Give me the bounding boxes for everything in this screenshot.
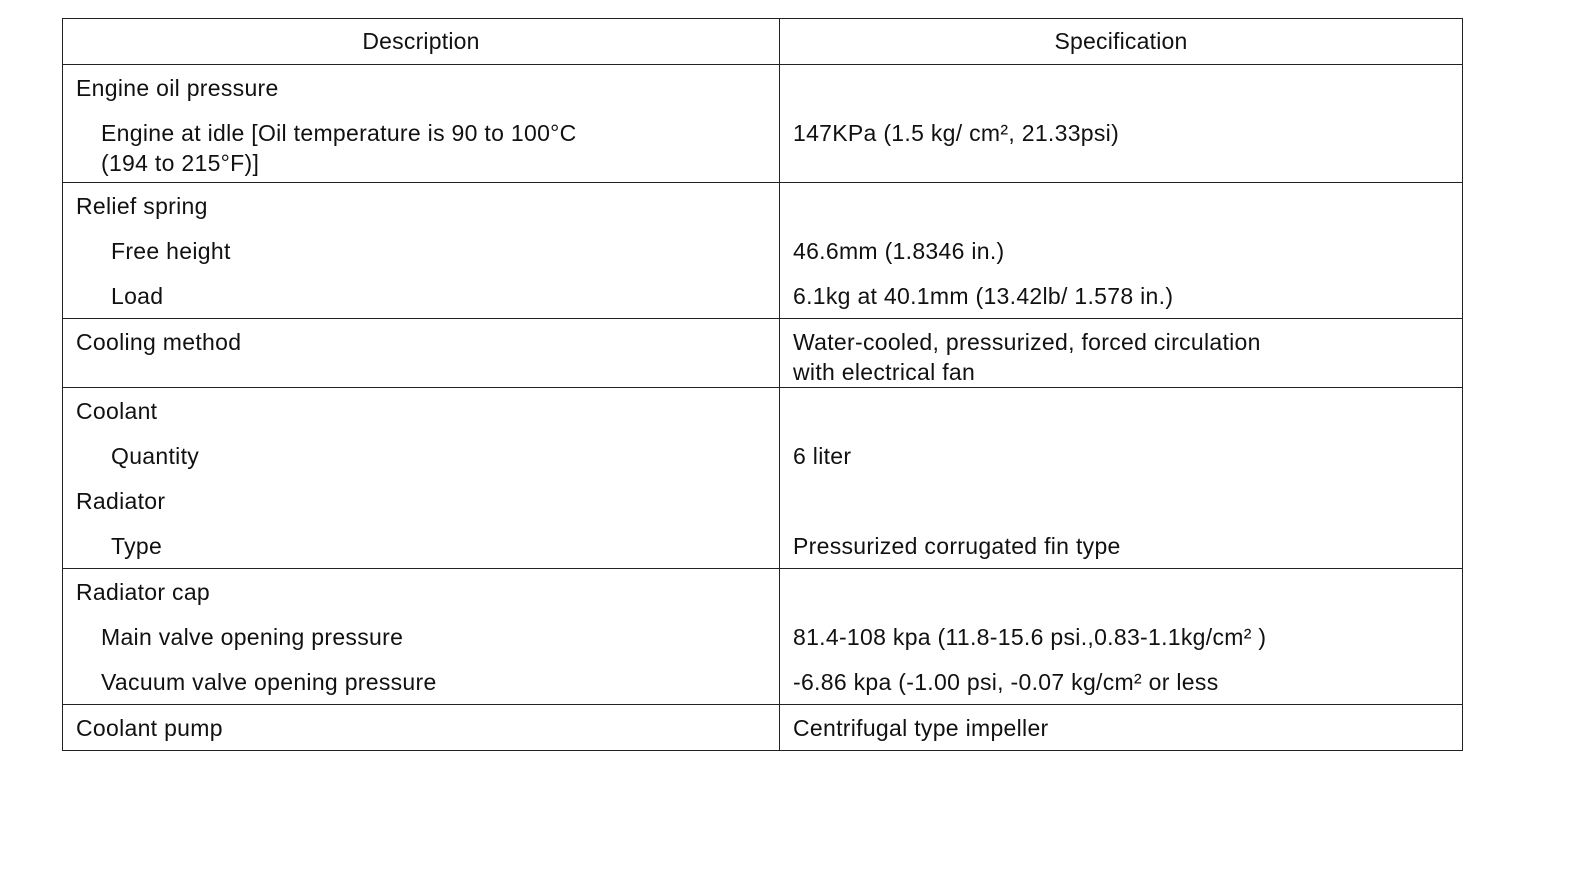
table-row xyxy=(63,569,1463,615)
group-relief-spring xyxy=(63,183,1463,319)
header-description: Description xyxy=(63,19,780,65)
row-description: Radiator cap xyxy=(76,579,211,605)
row-description: Engine at idle [Oil temperature is 90 to 100°C (194 to 215°F)] xyxy=(101,120,577,176)
group-cooling-method xyxy=(63,319,1463,388)
row-specification: -6.86 kpa (-1.00 psi, -0.07 kg/cm² or less xyxy=(793,669,1219,695)
row-description: Type xyxy=(111,533,163,559)
header-row xyxy=(63,19,1463,65)
row-description: Radiator xyxy=(76,488,166,514)
row-specification xyxy=(780,183,1462,191)
table-row xyxy=(63,65,1463,111)
row-description: Vacuum valve opening pressure xyxy=(101,669,437,695)
table-row xyxy=(63,659,1463,705)
row-description: Relief spring xyxy=(76,193,208,219)
row-description: Load xyxy=(111,283,164,309)
row-specification: Pressurized corrugated fin type xyxy=(793,533,1121,559)
table-row xyxy=(63,705,1463,751)
row-description: Coolant xyxy=(76,398,158,424)
row-description: Main valve opening pressure xyxy=(101,624,404,650)
table-row xyxy=(63,523,1463,569)
header-specification: Specification xyxy=(780,19,1463,65)
row-description: Engine oil pressure xyxy=(76,75,279,101)
table-row xyxy=(63,183,1463,229)
row-specification xyxy=(780,478,1462,486)
row-specification: 81.4-108 kpa (11.8-15.6 psi.,0.83-1.1kg/cm² ) xyxy=(793,624,1267,650)
table-row xyxy=(63,433,1463,478)
table-row xyxy=(63,478,1463,523)
row-specification: 6 liter xyxy=(793,443,852,469)
group-engine-oil-pressure xyxy=(63,65,1463,183)
group-radiator-cap xyxy=(63,569,1463,705)
row-specification xyxy=(780,65,1462,73)
table-row xyxy=(63,273,1463,319)
row-description: Free height xyxy=(111,238,231,264)
row-specification xyxy=(780,569,1462,577)
specification-table xyxy=(62,18,1463,751)
row-specification: 46.6mm (1.8346 in.) xyxy=(793,238,1005,264)
row-description: Cooling method xyxy=(76,329,242,355)
row-specification: Centrifugal type impeller xyxy=(793,715,1049,741)
table-row xyxy=(63,319,1463,388)
table-row xyxy=(63,228,1463,273)
row-specification: 6.1kg at 40.1mm (13.42lb/ 1.578 in.) xyxy=(793,283,1174,309)
row-specification: 147KPa (1.5 kg/ cm², 21.33psi) xyxy=(793,120,1120,146)
table-row xyxy=(63,388,1463,434)
table-header xyxy=(63,19,1463,65)
group-coolant-radiator xyxy=(63,388,1463,569)
row-specification xyxy=(780,388,1462,396)
row-description: Quantity xyxy=(111,443,200,469)
group-coolant-pump xyxy=(63,705,1463,751)
table-row xyxy=(63,110,1463,183)
row-specification: Water-cooled, pressurized, forced circulation with electrical fan xyxy=(793,329,1261,385)
row-description: Coolant pump xyxy=(76,715,223,741)
table-row xyxy=(63,614,1463,659)
